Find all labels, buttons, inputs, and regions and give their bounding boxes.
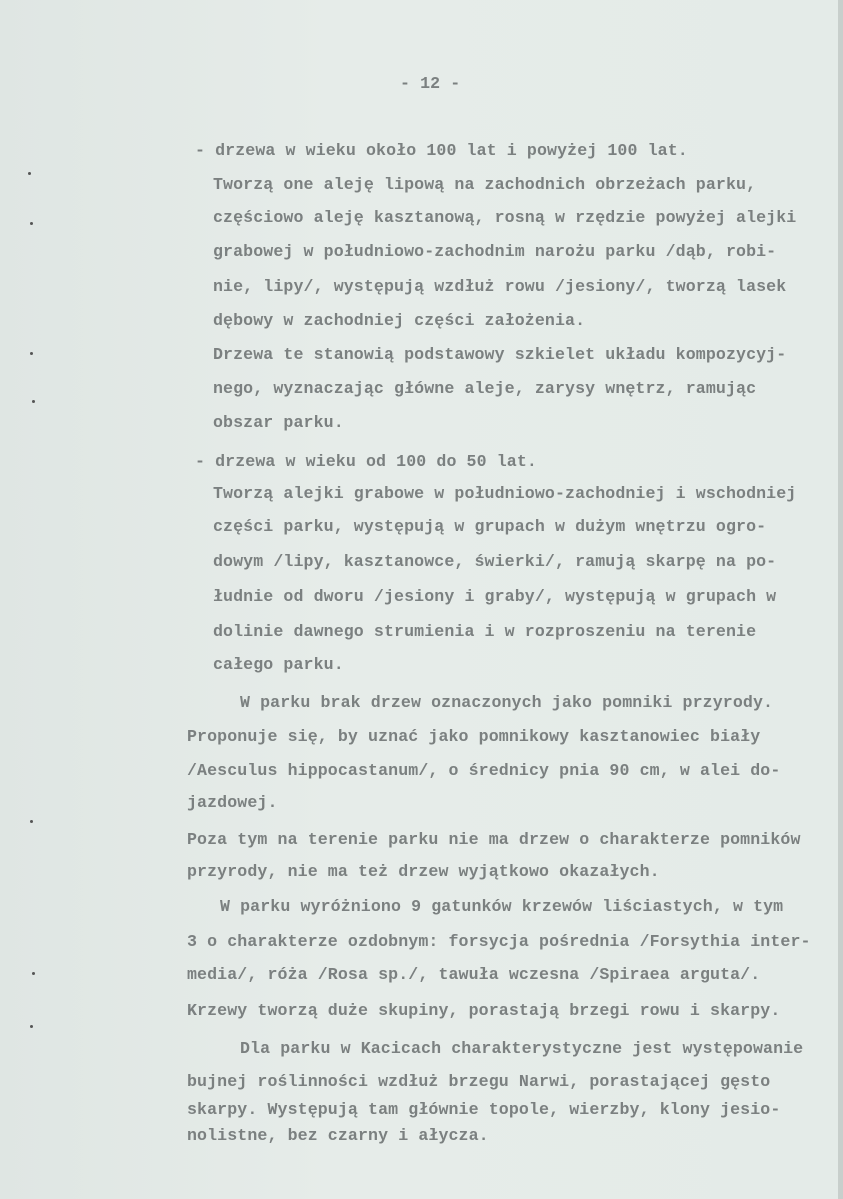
page-number: - 12 - xyxy=(400,74,461,93)
text-line: jazdowej. xyxy=(187,793,278,812)
text-line: W parku brak drzew oznaczonych jako pomniki przyrody. xyxy=(240,693,774,712)
text-line: całego parku. xyxy=(213,655,344,674)
margin-mark xyxy=(28,172,31,175)
text-line: dowym /lipy, kasztanowce, świerki/, ramują skarpę na po- xyxy=(213,552,777,571)
margin-mark xyxy=(30,352,33,355)
text-line: W parku wyróżniono 9 gatunków krzewów liściastych, w tym xyxy=(220,897,784,916)
margin-mark xyxy=(30,222,33,225)
text-line: skarpy. Występują tam głównie topole, wierzby, klony jesio- xyxy=(187,1100,781,1119)
margin-mark xyxy=(30,1025,33,1028)
text-line: dębowy w zachodniej części założenia. xyxy=(213,311,586,330)
text-line: bujnej roślinności wzdłuż brzegu Narwi, porastającej gęsto xyxy=(187,1072,771,1091)
text-line: /Aesculus hippocastanum/, o średnicy pnia 90 cm, w alei do- xyxy=(187,761,781,780)
text-line: łudnie od dworu /jesiony i graby/, występują w grupach w xyxy=(213,587,777,606)
text-line: Proponuje się, by uznać jako pomnikowy kasztanowiec biały xyxy=(187,727,761,746)
text-line: dolinie dawnego strumienia i w rozproszeniu na terenie xyxy=(213,622,757,641)
text-line: Dla parku w Kacicach charakterystyczne jest występowanie xyxy=(240,1039,804,1058)
text-line: Tworzą alejki grabowe w południowo-zachodniej i wschodniej xyxy=(213,484,797,503)
text-line: częściowo aleję kasztanową, rosną w rzędzie powyżej alejki xyxy=(213,208,797,227)
text-line: Poza tym na terenie parku nie ma drzew o charakterze pomników xyxy=(187,830,801,849)
text-line: Drzewa te stanowią podstawowy szkielet układu kompozycyj- xyxy=(213,345,787,364)
text-line: - drzewa w wieku około 100 lat i powyżej 100 lat. xyxy=(195,141,688,160)
text-line: Krzewy tworzą duże skupiny, porastają brzegi rowu i skarpy. xyxy=(187,1001,781,1020)
text-line: części parku, występują w grupach w dużym wnętrzu ogro- xyxy=(213,517,767,536)
page-edge xyxy=(838,0,843,1199)
text-line: obszar parku. xyxy=(213,413,344,432)
text-line: Tworzą one aleję lipową na zachodnich obrzeżach parku, xyxy=(213,175,757,194)
text-line: nego, wyznaczając główne aleje, zarysy wnętrz, ramując xyxy=(213,379,757,398)
text-line: media/, róża /Rosa sp./, tawuła wczesna /Spiraea arguta/. xyxy=(187,965,761,984)
margin-mark xyxy=(32,400,35,403)
margin-mark xyxy=(32,972,35,975)
text-line: - drzewa w wieku od 100 do 50 lat. xyxy=(195,452,537,471)
text-line: przyrody, nie ma też drzew wyjątkowo okazałych. xyxy=(187,862,660,881)
margin-mark xyxy=(30,820,33,823)
text-line: grabowej w południowo-zachodnim narożu parku /dąb, robi- xyxy=(213,242,777,261)
text-line: nolistne, bez czarny i ałycza. xyxy=(187,1126,489,1145)
text-line: 3 o charakterze ozdobnym: forsycja pośrednia /Forsythia inter- xyxy=(187,932,811,951)
text-line: nie, lipy/, występują wzdłuż rowu /jesiony/, tworzą lasek xyxy=(213,277,787,296)
